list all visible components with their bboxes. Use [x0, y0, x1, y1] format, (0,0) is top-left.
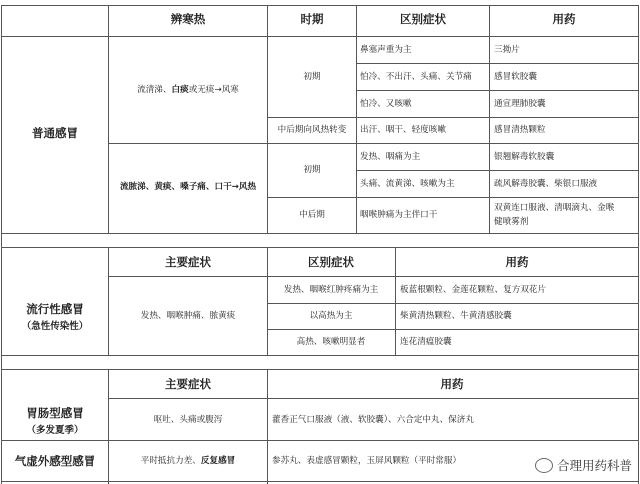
watermark-text: 合理用药科普	[556, 458, 632, 473]
drug-cell: 连花清瘟胶囊	[400, 337, 452, 347]
group-qi-deficiency-cold: 气虚外感型感冒	[14, 454, 96, 468]
watermark	[535, 456, 632, 474]
header-distinguishing-symptoms: 区别症状	[308, 255, 354, 269]
group-common-cold: 普通感冒	[32, 126, 78, 140]
symptom-cell: 头痛、流黄涕、咳嗽为主	[360, 179, 455, 189]
symptom-cell: 以高热为主	[309, 311, 353, 321]
symptom-cell: 出汗、咽干、轻度咳嗽	[360, 125, 446, 135]
symptom-cell: 发热、咽痛为主	[360, 152, 421, 162]
main-symptom: 呕吐、头痛或腹泻	[153, 415, 223, 425]
header-main-symptoms: 主要症状	[165, 377, 211, 391]
symptom-cell: 高热、咳嗽明显者	[296, 337, 366, 347]
group-gastrointestinal-note: （多发夏季）	[26, 425, 84, 436]
header-medication: 用药	[440, 377, 464, 391]
drug-cell: 藿香正气口服液（液、软胶囊）、六合定中丸、保济丸	[272, 415, 474, 425]
drug-cell: 三拗片	[494, 45, 520, 55]
drug-cell: 双黄连口服液、清咽滴丸、金喉	[494, 203, 615, 213]
header-medication: 用药	[505, 255, 529, 269]
group-gastrointestinal-cold: 胃肠型感冒	[26, 406, 84, 420]
chat-bubble-icon	[535, 458, 553, 473]
wind-cold-pathogen: 流清涕、白痰或无痰→风寒	[137, 85, 239, 95]
group-influenza-note: （急性传染性）	[21, 321, 89, 332]
period-early: 初期	[303, 165, 321, 175]
header-medication: 用药	[552, 12, 576, 26]
period-mid-late: 中后期向风热转变	[277, 125, 347, 135]
period-mid-late: 中后期	[299, 210, 325, 220]
drug-cell: 银翘解毒软胶囊	[494, 152, 555, 162]
drug-cell: 感冒清热颗粒	[494, 125, 546, 135]
drug-cell: 参苏丸、表虚感冒颗粒，玉屏风颗粒（平时常服）	[272, 456, 462, 466]
main-symptom: 平时抵抗力差、反复感冒	[140, 456, 236, 466]
symptom-cell: 发热、咽喉红肿疼痛为主	[283, 285, 379, 295]
symptom-cell: 怕冷、又咳嗽	[360, 99, 412, 109]
group-influenza: 流行性感冒	[26, 302, 84, 316]
header-cold-heat: 辨寒热	[170, 12, 206, 26]
header-period: 时期	[300, 12, 324, 26]
wind-heat-pathogen: 流脓涕、黄痰、嗓子痛、口干→风热	[119, 182, 257, 192]
header-main-symptoms: 主要症状	[165, 255, 211, 269]
symptom-cell: 鼻塞声重为主	[360, 45, 412, 55]
drug-cell: 柴黄清热颗粒、牛黄清感胶囊	[400, 311, 512, 321]
drug-cell: 板蓝根颗粒、金莲花颗粒、复方双花片	[400, 285, 547, 295]
main-symptom: 发热、咽喉肿痛、脓黄痰	[140, 311, 236, 321]
drug-cell: 感冒软胶囊	[494, 72, 537, 82]
header-distinguishing-symptoms: 区别症状	[400, 12, 446, 26]
drug-cell: 疏风解毒胶囊、柴银口服液	[494, 179, 598, 189]
drug-cell: 健喷雾剂	[494, 217, 529, 227]
symptom-cell: 怕冷、不出汗、头痛、关节痛	[360, 72, 472, 82]
symptom-cell: 咽喉肿痛为主伴口干	[360, 210, 438, 220]
drug-cell: 通宣理肺胶囊	[494, 99, 546, 109]
period-early: 初期	[303, 72, 321, 82]
